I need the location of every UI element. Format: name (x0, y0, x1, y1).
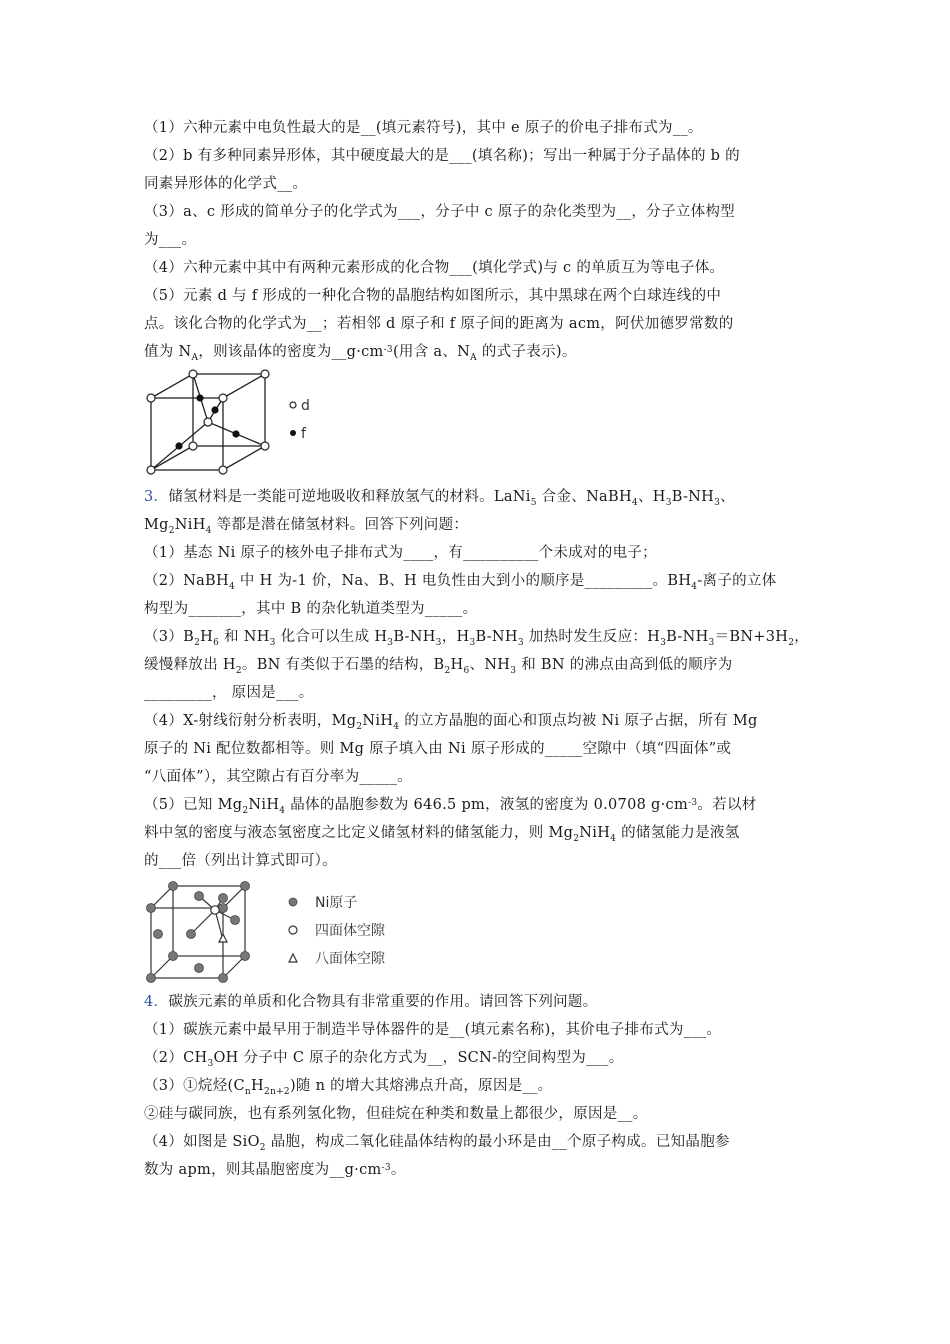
svg-text:Ni原子: Ni原子 (315, 895, 358, 911)
q3-line-14: 的___倍（列出计算式即可）。 (144, 853, 337, 869)
q3-line-3: （1）基态 Ni 原子的核外电子排布式为____，有__________个未成对的电子； (144, 545, 657, 561)
q2-line-8: 点。该化合物的化学式为__；若相邻 d 原子和 f 原子间的距离为 acm，阿伏加德罗常数的 (144, 316, 734, 332)
q3-line-2: $Mg_2NiH_4$ 等都是潜在储氢材料。回答下列问题： (144, 517, 469, 536)
q4-line-1: 4．碳族元素的单质和化合物具有非常重要的作用。请回答下列问题。 (144, 994, 598, 1010)
q2-line-7: （5）元素 d 与 f 形成的一种化合物的晶胞结构如图所示，其中黑球在两个白球连线的中 (144, 288, 722, 304)
q4-line-3: $(2)CH_3OH$ 分子中 C 原子的杂化方式为__，SCN-的空间构型为___。 (144, 1050, 624, 1069)
q3-line-6: $(3)B_2H_6$ 和 $NH_3$ 化合可以生成 $H_3B-NH_3$，$H_3B-NH_3$ 加热时发生反应：$H_3B-NH_3=BN+3H_2$， (144, 629, 810, 648)
svg-text:d: d (301, 398, 310, 414)
crystal-cell-figure-df (143, 367, 313, 479)
svg-text:四面体空隙: 四面体空隙 (315, 923, 385, 939)
q4-line-6: （4）如图是 SiO$_2$ 晶胞，构成二氧化硅晶体结构的最小环是由__个原子构成。已知晶胞参 (144, 1134, 730, 1153)
q4-line-4: （3）①烷烃$(C_nH_{2n+2})$随 n 的增大其熔沸点升高，原因是__。 (144, 1078, 553, 1097)
svg-text:f: f (301, 426, 306, 442)
q2-line-2: （2）b 有多种同素异形体，其中硬度最大的是___(填名称)；写出一种属于分子晶体的 b 的 (144, 148, 740, 164)
q2-line-5: 为___。 (144, 232, 197, 248)
q3-line-11: “八面体”），其空隙占有百分率为_____。 (144, 769, 412, 785)
q2-line-1: （1）六种元素中电负性最大的是__(填元素符号)，其中 e 原子的价电子排布式为__。 (144, 120, 703, 136)
q4-line-2: （1）碳族元素中最早用于制造半导体器件的是__(填元素名称)，其价电子排布式为___。 (144, 1022, 722, 1038)
q3-line-5: 构型为_______，其中 B 的杂化轨道类型为_____。 (144, 601, 478, 617)
q3-line-8: _________， 原因是___。 (144, 685, 314, 701)
q3-line-4: （2）NaBH$_4$ 中 H 为-1 价，Na、B、H 电负性由大到小的顺序是_________。$BH_4-$离子的立体 (144, 573, 777, 592)
q2-line-4: （3）a、c 形成的简单分子的化学式为___，分子中 c 原子的杂化类型为__，分子立体构型 (144, 204, 735, 220)
q3-line-7: 缓慢释放出 $H_2$。BN 有类似于石墨的结构，$B_2H_6$、$NH_3$ 和 BN 的沸点由高到低的顺序为 (144, 657, 733, 676)
q3-line-10: 原子的 Ni 配位数都相等。则 Mg 原子填入由 Ni 原子形成的_____空隙中（填“四面体”或 (144, 741, 732, 757)
q2-line-9: 值为 $N_A$，则该晶体的密度为$\_\_g\cdot cm^{-3}$(用含 a、$N_A$ 的式子表示)。 (144, 344, 577, 363)
q4-line-5: ②硅与碳同族，也有系列氢化物，但硅烷在种类和数量上都很少，原因是__。 (144, 1106, 648, 1122)
q3-line-12: （5）已知 $Mg_2NiH_4$ 晶体的晶胞参数为 646.5 pm，液氢的密度为 0.0708 $g\cdot cm^{-3}$。若以材 (144, 797, 757, 816)
q3-line-1: 3．储氢材料是一类能可逆地吸收和释放氢气的材料。LaNi$_5$ 合金、NaBH$_4$、$H_3B-NH_3$、 (144, 489, 735, 508)
svg-text:八面体空隙: 八面体空隙 (315, 951, 385, 967)
q3-line-9: （4）X-射线衍射分析表明，$Mg_2NiH_4$ 的立方晶胞的面心和顶点均被 Ni 原子占据，所有 Mg (144, 713, 758, 732)
q2-line-6: （4）六种元素中其中有两种元素形成的化合物___(填化学式)与 c 的单质互为等电子体。 (144, 260, 725, 276)
q2-line-3: 同素异形体的化学式__。 (144, 176, 308, 192)
q3-line-13: 料中氢的密度与液态氢密度之比定义储氢材料的储氢能力，则 $Mg_2NiH_4$ 的储氢能力是液氢 (144, 825, 740, 844)
q4-line-7: 数为 apm，则其晶胞密度为$\_\_g\cdot cm^{-3}$。 (144, 1162, 406, 1178)
crystal-cell-figure-ni (143, 878, 403, 984)
